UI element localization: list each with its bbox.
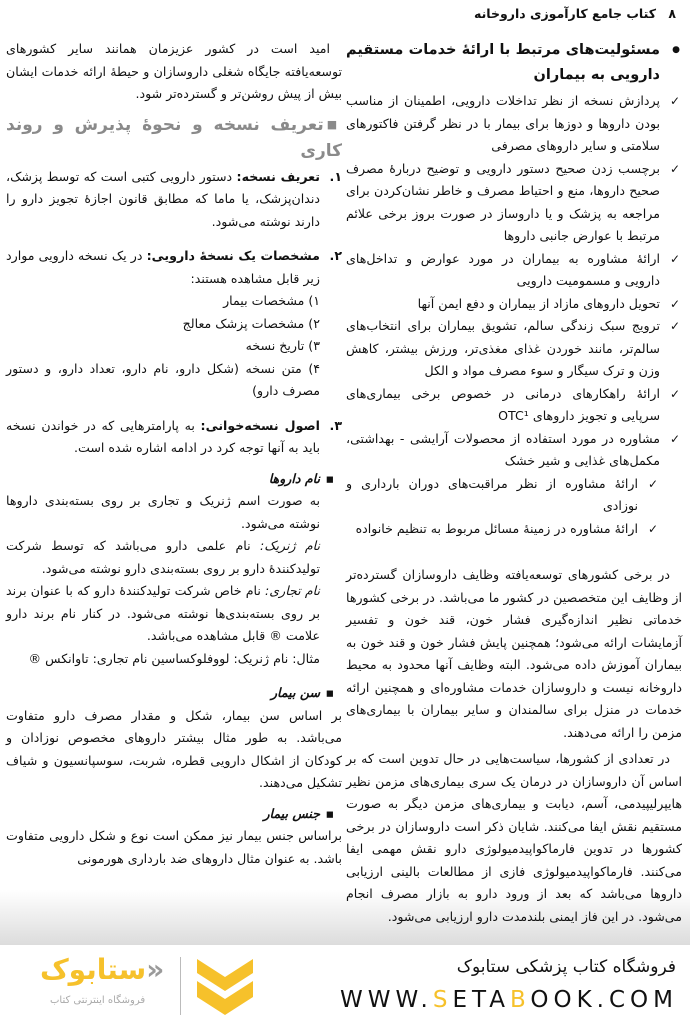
page-number: ۸ [668, 6, 676, 21]
subheading-patient-age: ▪ سن بیمار [6, 682, 342, 705]
setabook-logo[interactable] [30, 953, 270, 1019]
intro-paragraph: امید است در کشور عزیزمان همانند سایر کشورهای توسعه‌یافته جایگاه شغلی داروسازان و حیطۀ ارائه خدمات ایشان بیش از پیش روشن‌تر و گسترده‌تر شود. [6, 41, 342, 101]
numbered-item: ۳. اصول نسخه‌خوانی: به پارامترهایی که در خواندن نسخه باید به آنها توجه کرد در ادامه اشاره شده است. [6, 417, 342, 455]
checkmark-icon: ✓ [647, 521, 658, 536]
running-header [474, 6, 676, 21]
list-item: ✓ مشاوره در مورد استفاده از محصولات آرایشی - بهداشتی، مکمل‌های غذایی و شیر خشک [346, 428, 682, 473]
checkmark-icon: ✓ [669, 319, 680, 333]
left-column [6, 38, 342, 870]
numbered-item: ۲. مشخصات یک نسخۀ دارویی: در یک نسخه دارویی موارد زیر قابل مشاهده هستند: [6, 248, 342, 286]
responsibilities-heading: ● مسئولیت‌های مرتبط با ارائۀ خدمات مستقیم دارویی به بیماران [346, 38, 682, 88]
list-item: ۱) مشخصات بیمار [223, 293, 320, 308]
paragraph: براساس جنس بیمار نیز ممکن است نوع و شکل دارویی متفاوت باشد. به عنوان مثال داروهای ضد بارداری هورمونی [6, 828, 342, 866]
list-item: ✓ ترویج سبک زندگی سالم، تشویق بیماران برای انتخاب‌های سالم‌تر، مانند خوردن غذای مغذی‌تر، ورزش بیشتر، کاهش وزن و ترک سیگار و سوء مصرف مواد و الکل [346, 315, 682, 383]
list-item: ✓ ارائۀ مشاوره در زمینۀ مسائل مربوط به تنظیم خانواده [346, 518, 660, 541]
drug-names-block: به صورت اسم ژنریک و تجاری بر روی بسته‌بندی داروها نوشته می‌شود. نام ژنریک: نام علمی دارو می‌باشد که توسط شرکت تولیدکنندۀ دارو بر روی بسته‌بندی دارو نوشته می‌شود. نام تجاری: نام خاص شرکت تولیدکنندۀ دارو که با عنوان برند بر روی بسته‌بندی‌ها نوشته می‌شود. در کنار نام برند دارو علامت ® قابل مشاهده می‌باشد. مثال: نام ژنریک: لووفلوکساسین نام تجاری: تاوانکس ® [6, 490, 342, 670]
checkmark-icon: ✓ [669, 296, 680, 311]
book-title: کتاب جامع کارآموزی داروخانه [474, 6, 656, 21]
list-item: ✓ پردازش نسخه از نظر تداخلات دارویی، اطمینان از مناسب بودن داروها و دوزها برای بیمار با در نظر گرفتن فاکتورهای سلامتی و سایر داروهای مصرفی [346, 90, 682, 158]
example-line: مثال: نام ژنریک: لووفلوکساسین نام تجاری: تاوانکس ® [28, 650, 320, 666]
list-item: ✓ ارائۀ مشاوره به بیماران در مورد عوارض و تداخل‌های دارویی و مسمومیت دارویی [346, 248, 682, 293]
subheading-drug-names: ▪ نام داروها [6, 468, 342, 491]
list-item: ۲) مشخصات پزشک معالج [182, 315, 320, 331]
shop-url[interactable]: WWW.SETABOOK.COM [339, 987, 678, 1013]
list-item: ۳) تاریخ نسخه [245, 338, 320, 353]
subheading-patient-sex: ▪ جنس بیمار [6, 803, 342, 826]
paragraph: در تعدادی از کشورها، سیاست‌هایی در حال تدوین است که بر اساس آن داروسازان در درمان یک سری بیماری‌های مزمن نظیر هایپرلیپیدمی، آسم، دیابت و بیماری‌های مزمن دیگر به صورت مستقیم نقش ایفا می‌کنند. شایان ذکر است داروسازان در برخی کشورها در تدوین فارماکواپیدمیولوژی دارو نقش مهمی ایفا می‌کنند. فارماکواپیدمیولوژی فازی از مطالعات بالینی ارزیابی داروها می‌باشد که بعد از ورود دارو به بازار مصرف انجام می‌شود. در این فاز ایمنی بلندمدت دارو ارزیابی می‌شود. [346, 751, 682, 924]
list-item: ✓ تحویل داروهای مازاد از بیماران و دفع ایمن آنها [346, 293, 682, 316]
checkmark-icon: ✓ [669, 251, 680, 266]
responsibilities-checklist [346, 90, 682, 540]
paragraph: در برخی کشورهای توسعه‌یافته وظایف داروسازان گسترده‌تر از وظایف این متخصصین در کشور ما می‌باشد. در برخی کشورها خدماتی نظیر اندازه‌گیری فشار خون، قند خون و تفسیر آزمایشات ارائه می‌شود؛ همچنین پایش فشار خون و قند خون به بیماران آموزش داده می‌شود. البته وظایف آنها محدود به محیط داروخانه نیست و داروسازان خدمات مشاوره‌ای و همچنین ارائه خدمات در منزل برای سالمندان و سایر بیماران با بیماری‌های مزمن را ارائه می‌دهند. [346, 567, 682, 740]
right-column [346, 38, 682, 928]
list-item: ✓ ارائۀ مشاوره از نظر مراقبت‌های دوران بارداری و نوزادی [346, 473, 660, 518]
checkmark-icon: ✓ [669, 431, 680, 446]
logo-subtitle: فروشگاه اینترنتی کتاب [50, 995, 146, 1006]
checkmark-icon: ✓ [647, 476, 658, 491]
checkmark-icon: ✓ [669, 386, 680, 401]
list-item: ۴) متن نسخه (شکل دارو، نام دارو، تعداد دارو، و دستور مصرف دارو) [6, 360, 320, 398]
logo-divider [180, 957, 181, 1015]
shop-name: فروشگاه کتاب پزشکی ستابوک [456, 957, 676, 977]
section-title: ■تعریف نسخه و نحوۀ پذیرش و روند کاری [6, 114, 342, 161]
paragraph: بر اساس سن بیمار، شکل و مقدار مصرف دارو متفاوت می‌باشد. به طور مثال بیشتر داروهای مخصوص نوزادان و کودکان از اشکال دارویی قطره، شربت، سوسپانسیون و شیاف تشکیل می‌دهند. [6, 707, 342, 790]
checkmark-icon: ✓ [669, 161, 680, 176]
chevron-logo-icon [195, 955, 255, 1017]
checkmark-icon: ✓ [669, 94, 680, 108]
list-item: ✓ برچسب زدن صحیح دستور دارویی و توضیح دربارۀ مصرف صحیح داروها، منع و احتیاط مصرف و خاطر نشان‌کردن برای مراجعه به پزشک و یا داروساز در صورت بروز برخی علائم مرتبط با عوارض جانبی داروها [346, 158, 682, 248]
list-item: ✓ ارائۀ راهکارهای درمانی در خصوص برخی بیماری‌های سرپایی و تجویز داروهای OTC¹ [346, 383, 682, 428]
store-footer [0, 945, 690, 1023]
square-bullet-icon: ■ [326, 117, 342, 131]
numbered-item: ۱. تعریف نسخه: دستور دارویی کتبی است که توسط پزشک، دندان‌پزشک، یا ماما که مطابق قانون اجازۀ تجویز دارو را دارند نوشته می‌شود. [6, 168, 342, 229]
logo-wordmark: «ستابوک [40, 953, 165, 986]
prescription-features-list [6, 290, 342, 403]
